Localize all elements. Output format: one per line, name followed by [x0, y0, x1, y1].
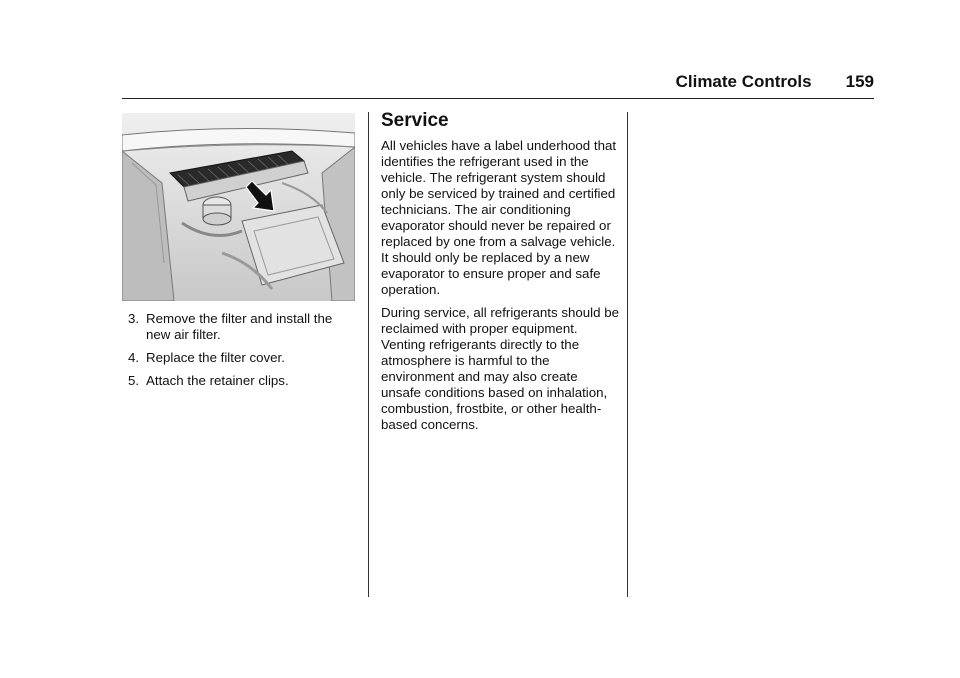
step-list — [128, 311, 360, 396]
header-divider — [122, 98, 874, 99]
engine-bay-drawing — [122, 113, 355, 301]
service-paragraph: It should only be replaced by a new evaporator to ensure proper and safe operation. — [381, 250, 601, 297]
arrow-down-right-icon — [244, 181, 278, 215]
list-item — [128, 373, 360, 389]
service-paragraph: During service, all refrigerants should be reclaimed with proper equipment. Venting refrigerants directly to the atmosphere is harmful to the environment and may also create unsafe conditions based on inhalation, combustion, frostbite, or other health-based concerns. — [381, 305, 619, 432]
list-item — [128, 350, 360, 366]
step-text: Attach the retainer clips. — [146, 373, 289, 388]
page-header — [122, 72, 874, 96]
step-text: Replace the filter cover. — [146, 350, 285, 365]
list-item — [128, 311, 360, 343]
column-divider-right — [627, 112, 628, 597]
column-divider-left — [368, 112, 369, 597]
service-paragraph: All vehicles have a label underhood that identifies the refrigerant used in the vehicle. The refrigerant system should only be serviced by trained and certified technicians. The air conditioning evaporator should never be repaired or replaced by one from a salvage vehicle. — [381, 138, 617, 249]
page-number: 159 — [845, 72, 874, 91]
step-number: 3. — [128, 311, 140, 326]
air-filter-illustration — [122, 113, 355, 301]
step-number: 5. — [128, 373, 140, 388]
service-heading: Service — [381, 110, 449, 131]
service-body — [381, 138, 621, 440]
step-number: 4. — [128, 350, 140, 365]
step-text: Remove the filter and install the new air filter. — [146, 311, 333, 342]
section-title: Climate Controls — [675, 72, 812, 91]
